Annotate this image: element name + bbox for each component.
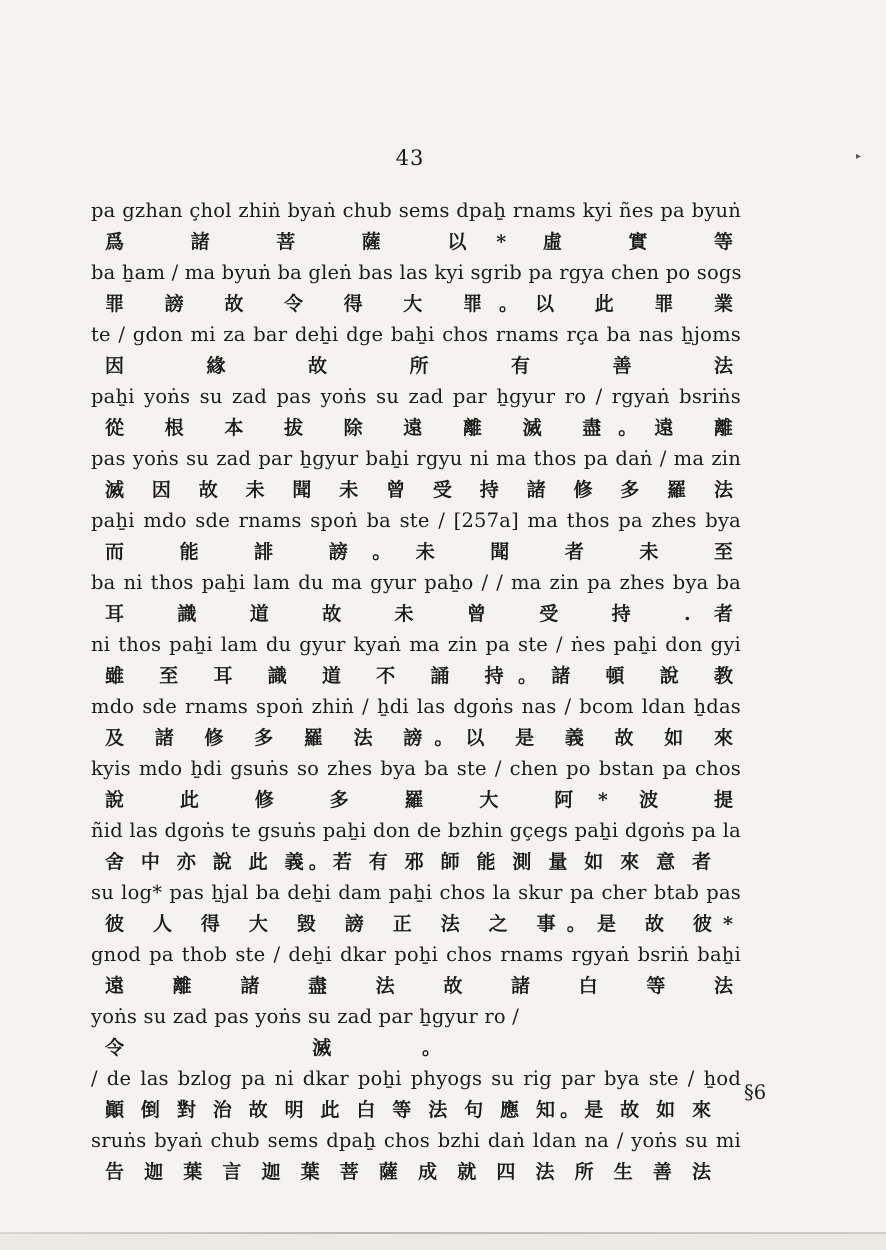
chinese-line: 而 能 誹 謗。未 聞 者 未 至 (105, 541, 733, 563)
tibetan-line: paẖi yoṅs su zad pas yoṅs su zad par ẖgyur ro / rgyaṅ bsriṅs (91, 385, 741, 408)
chinese-line: 從 根 本 拔 除 遠 離 滅 盡。遠 離 (105, 417, 733, 439)
line-pair (91, 754, 741, 816)
tibetan-line: ni thos paẖi lam du gyur kyaṅ ma zin pa ste / ṅes paẖi don gyi (91, 633, 741, 656)
chinese-line: 爲 諸 菩 薩 以* 虛 實 等 (105, 231, 733, 253)
line-pair (91, 1002, 741, 1064)
line-pair (91, 568, 741, 630)
line-pair (91, 320, 741, 382)
line-pair (91, 1064, 741, 1126)
tibetan-line: te / gdon mi za bar deẖi dge baẖi chos rnams rça ba nas ẖjoms (91, 323, 741, 346)
chinese-line: 罪 謗 故 令 得 大 罪。以 此 罪 業 (105, 293, 733, 315)
tibetan-line: kyis mdo ẖdi gsuṅs so zhes bya ba ste / chen po bstan pa chos (91, 757, 741, 780)
line-pair (91, 506, 741, 568)
margin-marker: ▸ (856, 151, 862, 162)
section-mark: §6 (744, 1081, 767, 1104)
text-block (91, 196, 741, 1188)
line-pair (91, 878, 741, 940)
tibetan-line: paẖi mdo sde rnams spoṅ ba ste / [257a] ma thos pa zhes bya (91, 509, 741, 532)
line-pair (91, 258, 741, 320)
tibetan-line: sruṅs byaṅ chub sems dpaẖ chos bzhi daṅ ldan na / yoṅs su mi (91, 1129, 741, 1152)
chinese-line: 滅 因 故 未 聞 未 曾 受 持 諸 修 多 羅 法 (105, 479, 733, 501)
chinese-line: 說 此 修 多 羅 大 阿* 波 提 (105, 789, 733, 811)
line-pair (91, 382, 741, 444)
tibetan-line: gnod pa thob ste / deẖi dkar poẖi chos rnams rgyaṅ bsriṅ baẖi (91, 943, 741, 966)
line-pair (91, 630, 741, 692)
tibetan-line: pas yoṅs su zad par ẖgyur baẖi rgyu ni ma thos pa daṅ / ma zin (91, 447, 741, 470)
line-pair (91, 444, 741, 506)
line-pair (91, 196, 741, 258)
chinese-line: 告 迦 葉 言 迦 葉 菩 薩 成 就 四 法 所 生 善 法 (105, 1161, 711, 1183)
tibetan-line: ñid las dgoṅs te gsuṅs paẖi don de bzhin gçegs paẖi dgoṅs pa la (91, 819, 741, 842)
tibetan-line: / de las bzlog pa ni dkar poẖi phyogs su rig par bya ste / ẖod (91, 1067, 741, 1090)
tibetan-line: mdo sde rnams spoṅ zhiṅ / ẖdi las dgoṅs nas / bcom ldan ẖdas (91, 695, 741, 718)
chinese-line: 雖 至 耳 識 道 不 誦 持。諸 頓 說 教 (105, 665, 733, 687)
line-pair (91, 1126, 741, 1188)
chinese-line: 舍 中 亦 說 此 義。若 有 邪 師 能 測 量 如 來 意 者 (105, 851, 711, 873)
chinese-line: 因 緣 故 所 有 善 法 (105, 355, 733, 377)
chinese-line: 令 滅。 (105, 1037, 441, 1059)
tibetan-line: yoṅs su zad pas yoṅs su zad par ẖgyur ro / (91, 1005, 520, 1028)
chinese-line: 顚 倒 對 治 故 明 此 白 等 法 句 應 知。是 故 如 來 (105, 1099, 711, 1121)
chinese-line: 遠 離 諸 盡 法 故 諸 白 等 法 (105, 975, 733, 997)
line-pair (91, 816, 741, 878)
chinese-line: 彼 人 得 大 毀 謗 正 法 之 事。是 故 彼* (105, 913, 733, 935)
line-pair (91, 692, 741, 754)
line-pair (91, 940, 741, 1002)
tibetan-line: su log* pas ẖjal ba deẖi dam paẖi chos la skur pa cher btab pas (91, 881, 741, 904)
tibetan-line: ba ni thos paẖi lam du ma gyur paẖo / / ma zin pa zhes bya ba (91, 571, 741, 594)
tibetan-line: pa gzhan çhol zhiṅ byaṅ chub sems dpaẖ rnams kyi ñes pa byuṅ (91, 199, 741, 222)
page-number: 43 (395, 146, 425, 170)
chinese-line: 及 諸 修 多 羅 法 謗。以 是 義 故 如 來 (105, 727, 733, 749)
chinese-line: 耳 識 道 故 未 曾 受 持 .者 (105, 603, 733, 625)
scan-shadow (0, 1234, 886, 1250)
tibetan-line: ba ẖam / ma byuṅ ba gleṅ bas las kyi sgrib pa rgya chen po sogs (91, 261, 742, 284)
